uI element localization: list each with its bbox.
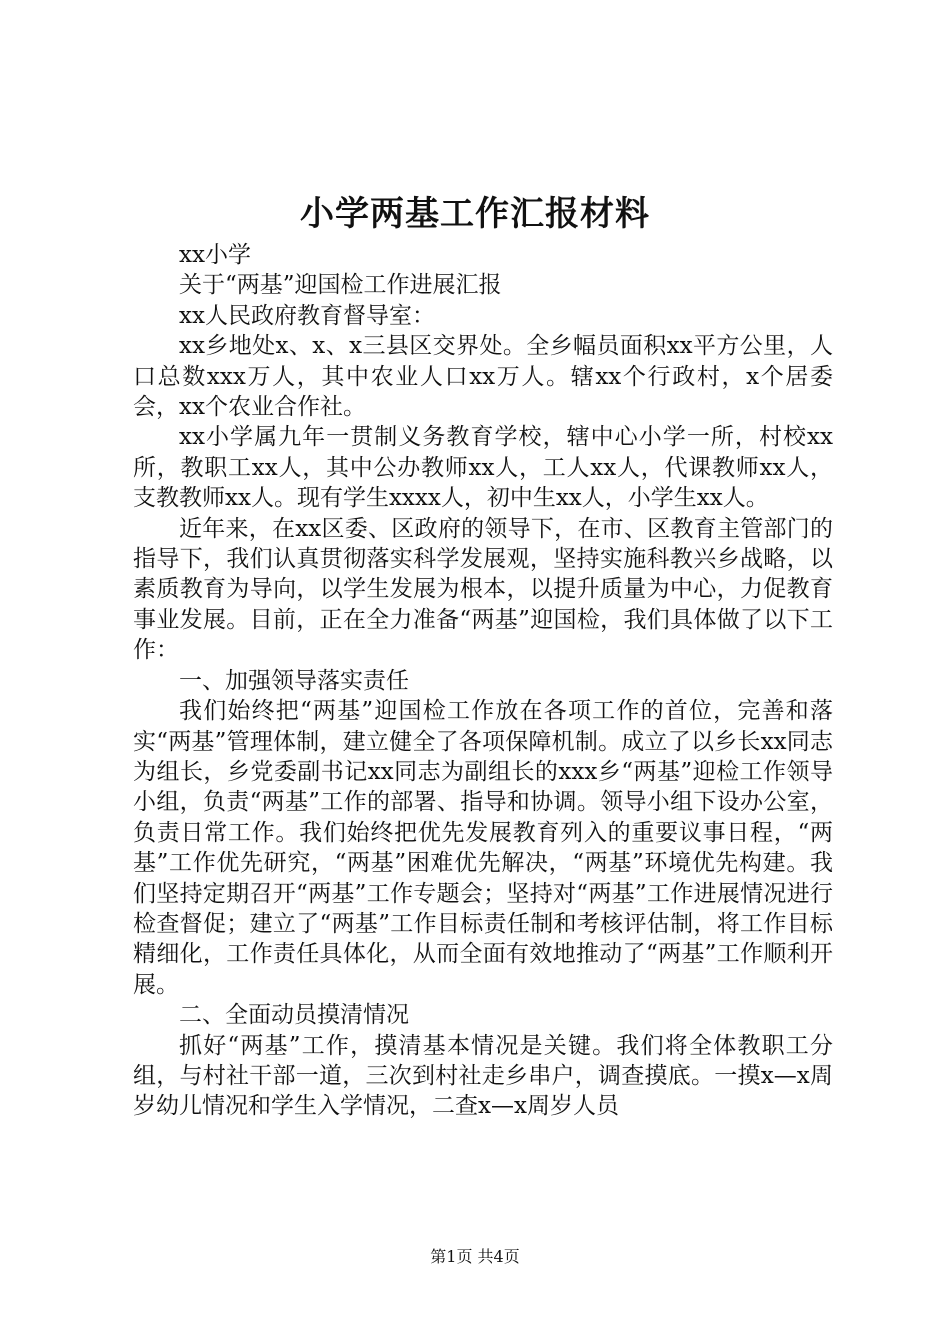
- school-name: xx小学: [179, 242, 251, 268]
- section-heading-1: 一、加强领导落实责任: [179, 667, 409, 694]
- paragraph-leadership: 我们始终把“两基”迎国检工作放在各项工作的首位，完善和落实“两基”管理体制，建立健全了各项保障机制。成立了以乡长xx同志为组长，乡党委副书记xx同志为副组长的xxx乡“两基”迎检工作领导小组，负责“两基”工作的部署、指导和协调。领导小组下设办公室，负责日常工作。我们始终把优先发展教育列入的重要议事日程，“两基”工作优先研究，“两基”困难优先解决，“两基”环境优先构建。我们坚持定期召开“两基”工作专题会；坚持对“两基”工作进展情况进行检查督促；建立了“两基”工作目标责任制和考核评估制，将工作目标精细化，工作责任具体化，从而全面有效地推动了“两基”工作顺利开展。: [133, 698, 833, 998]
- report-subject: 关于“两基”迎国检工作进展汇报: [179, 272, 502, 299]
- document-body: [133, 240, 833, 1122]
- paragraph-township-overview: xx乡地处x、x、x三县区交界处。全乡幅员面积xx平方公里，人口总数xxx万人，其中农业人口xx万人。辖xx个行政村，x个居委会，xx个农业合作社。: [133, 333, 833, 421]
- paragraph-survey: 抓好“两基”工作，摸清基本情况是关键。我们将全体教职工分组，与村社干部一道，三次到村社走乡串户，调查摸底。一摸x—x周岁幼儿情况和学生入学情况，二查x—x周岁人员: [133, 1032, 833, 1120]
- paragraph-school-overview: xx小学属九年一贯制义务教育学校，辖中心小学一所，村校xx所，教职工xx人，其中公办教师xx人，工人xx人，代课教师xx人，支教教师xx人。现有学生xxxx人，初中生xx人，小学生xx人。: [133, 424, 833, 512]
- section-heading-2: 二、全面动员摸清情况: [179, 1002, 409, 1029]
- paragraph-recent-work: 近年来，在xx区委、区政府的领导下，在市、区教育主管部门的指导下，我们认真贯彻落实科学发展观，坚持实施科教兴乡战略，以素质教育为导向，以学生发展为根本，以提升质量为中心，力促教育事业发展。目前，正在全力准备“两基”迎国检，我们具体做了以下工作：: [133, 515, 833, 664]
- addressee: xx人民政府教育督导室：: [179, 302, 435, 329]
- document-title: 小学两基工作汇报材料: [300, 194, 650, 234]
- page-footer: 第1页 共4页: [430, 1247, 520, 1266]
